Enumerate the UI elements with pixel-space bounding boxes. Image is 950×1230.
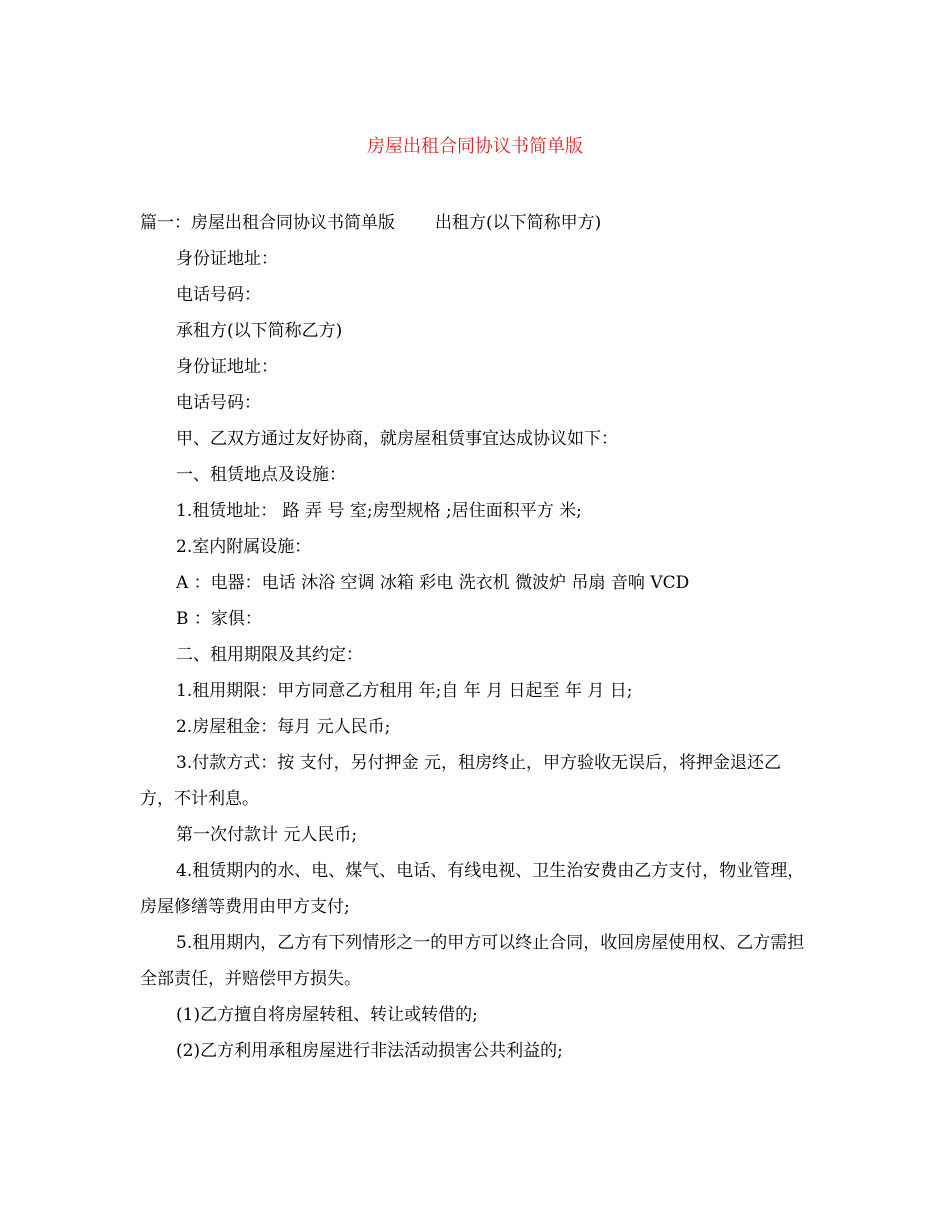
paragraph: (1)乙方擅自将房屋转租、转让或转借的; bbox=[176, 1005, 478, 1025]
paragraph: 身份证地址： bbox=[176, 357, 278, 377]
document-body bbox=[140, 205, 812, 1069]
paragraph: 5.租用期内，乙方有下列情形之一的甲方可以终止合同，收回房屋使用权、乙方需担全部责任，并赔偿甲方损失。 bbox=[140, 933, 805, 989]
paragraph: 二、租用期限及其约定： bbox=[176, 645, 363, 665]
paragraph: A ：电器：电话 沐浴 空调 冰箱 彩电 洗衣机 微波炉 吊扇 音响 VCD bbox=[176, 573, 690, 593]
paragraph: B ：家俱： bbox=[176, 609, 262, 629]
paragraph: 1.租赁地址： 路 弄 号 室;房型规格 ;居住面积平方 米; bbox=[176, 501, 582, 521]
paragraph: (2)乙方利用承租房屋进行非法活动损害公共利益的; bbox=[176, 1041, 563, 1061]
section-heading: 篇一：房屋出租合同协议书简单版 bbox=[140, 213, 395, 233]
paragraph: 1.租用期限：甲方同意乙方租用 年;自 年 月 日起至 年 月 日; bbox=[176, 681, 633, 701]
first-line bbox=[140, 205, 812, 241]
paragraph: 2.房屋租金：每月 元人民币; bbox=[176, 717, 391, 737]
document-title: 房屋出租合同协议书简单版 bbox=[367, 136, 583, 157]
paragraph: 第一次付款计 元人民币; bbox=[176, 825, 358, 845]
paragraph: 电话号码： bbox=[176, 393, 261, 413]
paragraph: 2.室内附属设施： bbox=[176, 537, 312, 557]
paragraph: 3.付款方式：按 支付，另付押金 元，租房终止，甲方验收无误后，将押金退还乙方，不计利息。 bbox=[140, 753, 782, 809]
paragraph: 甲、乙双方通过友好协商，就房屋租赁事宜达成协议如下： bbox=[176, 429, 618, 449]
lessor-label: 出租方(以下简称甲方) bbox=[435, 213, 602, 233]
paragraph: 电话号码： bbox=[176, 285, 261, 305]
paragraph: 4.租赁期内的水、电、煤气、电话、有线电视、卫生治安费由乙方支付，物业管理，房屋修缮等费用由甲方支付; bbox=[140, 861, 805, 917]
paragraph: 一、租赁地点及设施： bbox=[176, 465, 346, 485]
paragraph: 承租方(以下简称乙方) bbox=[176, 321, 343, 341]
paragraph: 身份证地址： bbox=[176, 249, 278, 269]
